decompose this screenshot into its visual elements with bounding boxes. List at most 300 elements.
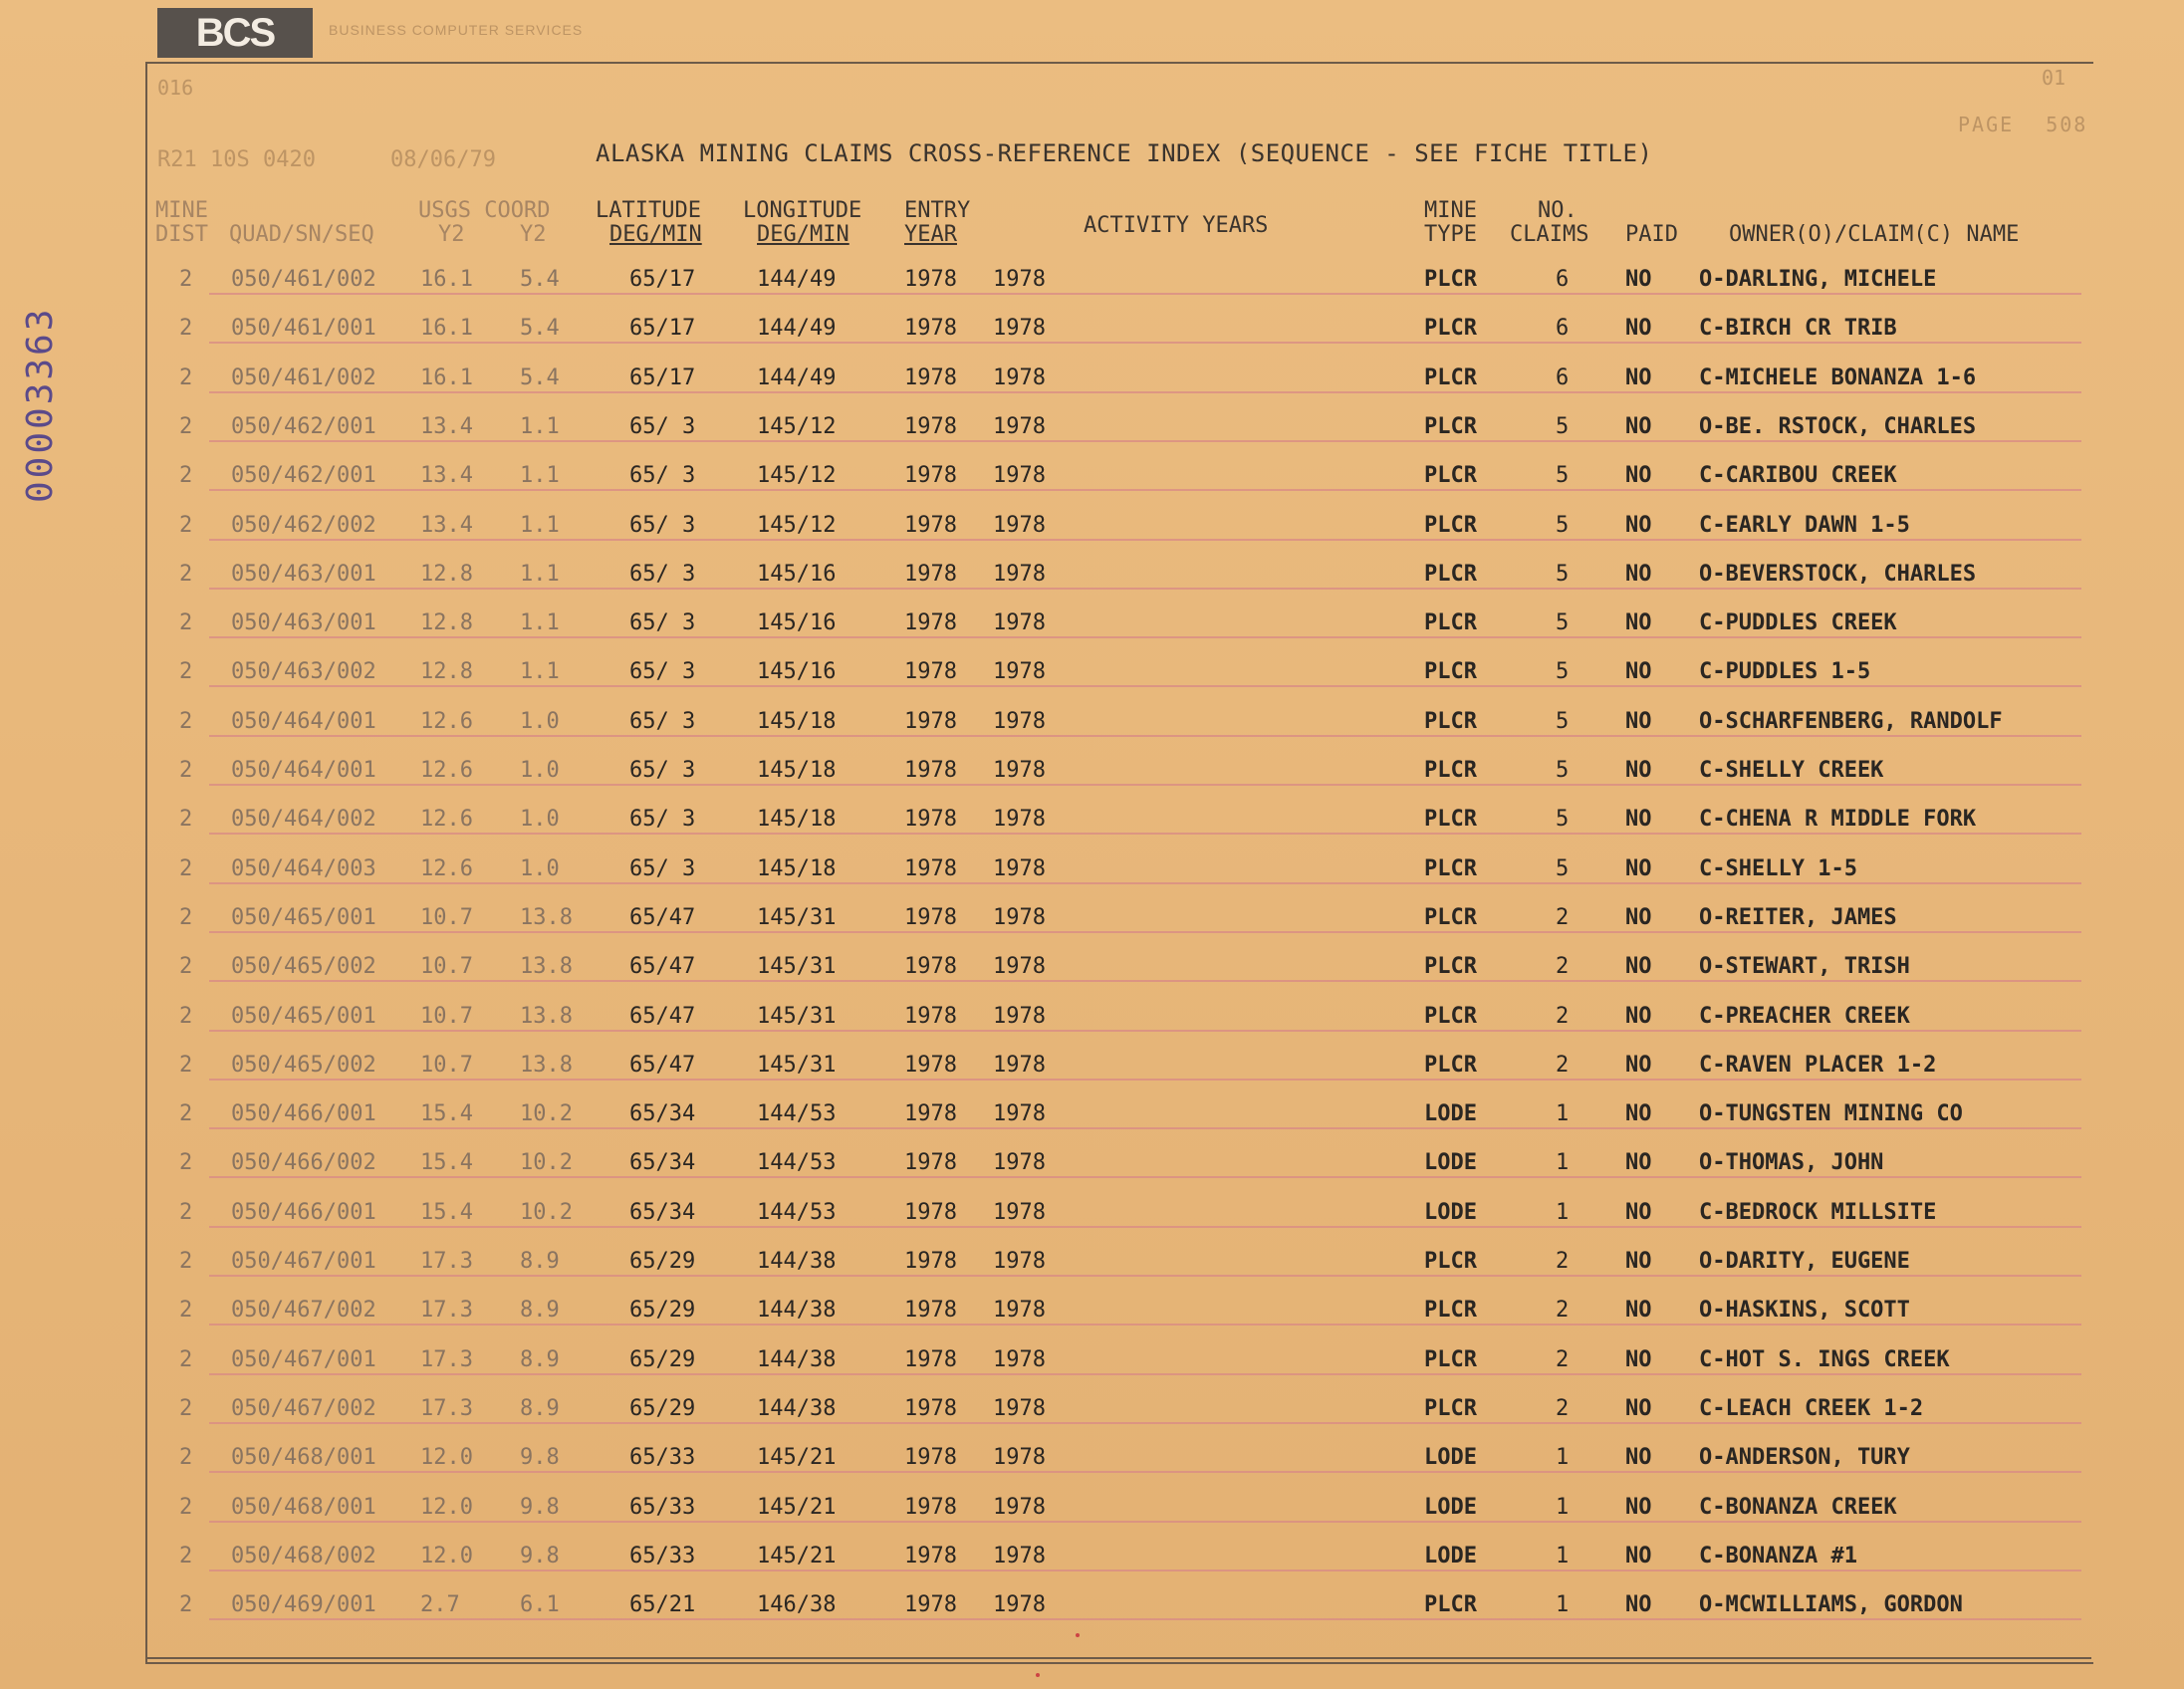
row-usgs-y: 1.0 xyxy=(520,855,560,881)
row-longitude: 145/31 xyxy=(757,1052,837,1078)
row-paid: NO xyxy=(1625,1346,1652,1372)
row-mine-type: PLCR xyxy=(1424,1249,1477,1274)
row-longitude: 145/16 xyxy=(757,659,837,685)
row-longitude: 145/31 xyxy=(757,1003,837,1029)
row-claims: 1 xyxy=(1556,1199,1570,1225)
row-latitude: 65/29 xyxy=(629,1346,696,1372)
col-activity-years: ACTIVITY YEARS xyxy=(1084,213,1269,238)
row-usgs-x: 13.4 xyxy=(420,512,473,538)
table-row xyxy=(0,1239,2184,1289)
row-latitude: 65/ 3 xyxy=(629,512,696,538)
row-longitude: 145/18 xyxy=(757,807,837,833)
row-entry-year: 1978 xyxy=(904,1346,957,1372)
row-activity-year: 1978 xyxy=(993,1346,1046,1372)
row-entry-year: 1978 xyxy=(904,1101,957,1127)
row-entry-year: 1978 xyxy=(904,267,957,292)
row-mine-dist: 2 xyxy=(179,1003,193,1029)
row-quad-sn-seq: 050/468/001 xyxy=(231,1494,376,1520)
row-usgs-x: 12.6 xyxy=(420,708,473,734)
row-entry-year: 1978 xyxy=(904,1395,957,1421)
row-claims: 1 xyxy=(1556,1592,1570,1618)
table-row xyxy=(0,1337,2184,1387)
row-usgs-y: 1.1 xyxy=(520,463,560,489)
row-activity-year: 1978 xyxy=(993,904,1046,930)
row-mine-dist: 2 xyxy=(179,1395,193,1421)
row-entry-year: 1978 xyxy=(904,855,957,881)
row-activity-year: 1978 xyxy=(993,413,1046,439)
row-rule-line xyxy=(209,1127,2081,1129)
row-latitude: 65/ 3 xyxy=(629,561,696,587)
row-claims: 2 xyxy=(1556,1346,1570,1372)
row-paid: NO xyxy=(1625,904,1652,930)
row-entry-year: 1978 xyxy=(904,758,957,783)
row-owner-claim-name: O-TUNGSTEN MINING CO xyxy=(1699,1101,1963,1127)
row-claims: 5 xyxy=(1556,610,1570,636)
table-row xyxy=(0,1043,2184,1092)
row-owner-claim-name: C-PUDDLES CREEK xyxy=(1699,610,1897,636)
report-code: R21 10S 0420 xyxy=(157,147,316,172)
table-row xyxy=(0,649,2184,699)
col-latitude-line1: LATITUDE xyxy=(596,198,701,223)
row-usgs-x: 15.4 xyxy=(420,1199,473,1225)
row-quad-sn-seq: 050/464/001 xyxy=(231,758,376,783)
row-paid: NO xyxy=(1625,1199,1652,1225)
col-mine-dist-line1: MINE xyxy=(155,198,208,223)
row-latitude: 65/33 xyxy=(629,1445,696,1471)
row-usgs-x: 12.8 xyxy=(420,610,473,636)
row-mine-type: LODE xyxy=(1424,1445,1477,1471)
row-entry-year: 1978 xyxy=(904,807,957,833)
row-entry-year: 1978 xyxy=(904,463,957,489)
row-quad-sn-seq: 050/465/001 xyxy=(231,904,376,930)
row-quad-sn-seq: 050/467/002 xyxy=(231,1395,376,1421)
col-claims-line1: NO. xyxy=(1538,198,1577,223)
row-owner-claim-name: O-DARLING, MICHELE xyxy=(1699,267,1937,292)
table-row xyxy=(0,1534,2184,1583)
row-activity-year: 1978 xyxy=(993,758,1046,783)
row-activity-year: 1978 xyxy=(993,855,1046,881)
row-quad-sn-seq: 050/462/001 xyxy=(231,413,376,439)
row-entry-year: 1978 xyxy=(904,1445,957,1471)
row-entry-year: 1978 xyxy=(904,708,957,734)
col-mine-dist-line2: DIST xyxy=(155,222,208,247)
row-longitude: 145/18 xyxy=(757,758,837,783)
row-activity-year: 1978 xyxy=(993,610,1046,636)
table-row xyxy=(0,1288,2184,1337)
row-longitude: 145/16 xyxy=(757,610,837,636)
row-activity-year: 1978 xyxy=(993,1543,1046,1568)
row-usgs-y: 9.8 xyxy=(520,1543,560,1568)
row-usgs-y: 1.1 xyxy=(520,659,560,685)
row-mine-dist: 2 xyxy=(179,807,193,833)
row-latitude: 65/21 xyxy=(629,1592,696,1618)
row-paid: NO xyxy=(1625,1395,1652,1421)
row-longitude: 145/12 xyxy=(757,463,837,489)
row-rule-line xyxy=(209,293,2081,295)
row-usgs-x: 13.4 xyxy=(420,413,473,439)
row-longitude: 144/38 xyxy=(757,1249,837,1274)
row-paid: NO xyxy=(1625,364,1652,390)
row-claims: 2 xyxy=(1556,1003,1570,1029)
row-usgs-x: 12.0 xyxy=(420,1445,473,1471)
row-usgs-x: 12.0 xyxy=(420,1494,473,1520)
row-latitude: 65/29 xyxy=(629,1249,696,1274)
row-entry-year: 1978 xyxy=(904,1592,957,1618)
row-mine-dist: 2 xyxy=(179,855,193,881)
row-latitude: 65/34 xyxy=(629,1101,696,1127)
report-date: 08/06/79 xyxy=(390,147,496,172)
row-longitude: 144/38 xyxy=(757,1298,837,1324)
row-entry-year: 1978 xyxy=(904,316,957,342)
table-row xyxy=(0,1091,2184,1141)
row-latitude: 65/ 3 xyxy=(629,659,696,685)
row-mine-type: LODE xyxy=(1424,1543,1477,1568)
row-activity-year: 1978 xyxy=(993,1199,1046,1225)
row-rule-line xyxy=(209,391,2081,393)
row-usgs-y: 5.4 xyxy=(520,364,560,390)
row-latitude: 65/ 3 xyxy=(629,758,696,783)
table-row xyxy=(0,797,2184,846)
row-longitude: 144/38 xyxy=(757,1346,837,1372)
row-owner-claim-name: O-THOMAS, JOHN xyxy=(1699,1150,1884,1176)
row-activity-year: 1978 xyxy=(993,1592,1046,1618)
row-owner-claim-name: C-SHELLY CREEK xyxy=(1699,758,1884,783)
row-paid: NO xyxy=(1625,610,1652,636)
row-owner-claim-name: C-RAVEN PLACER 1-2 xyxy=(1699,1052,1937,1078)
row-quad-sn-seq: 050/465/002 xyxy=(231,1052,376,1078)
row-mine-type: PLCR xyxy=(1424,512,1477,538)
row-mine-dist: 2 xyxy=(179,1543,193,1568)
row-claims: 1 xyxy=(1556,1101,1570,1127)
row-mine-dist: 2 xyxy=(179,758,193,783)
row-usgs-y: 8.9 xyxy=(520,1346,560,1372)
col-mine-type xyxy=(1424,199,1477,247)
row-paid: NO xyxy=(1625,1494,1652,1520)
row-mine-type: PLCR xyxy=(1424,904,1477,930)
row-claims: 6 xyxy=(1556,316,1570,342)
col-quad: QUAD/SN/SEQ xyxy=(229,222,374,247)
row-entry-year: 1978 xyxy=(904,1199,957,1225)
row-activity-year: 1978 xyxy=(993,1249,1046,1274)
row-rule-line xyxy=(209,931,2081,933)
row-owner-claim-name: O-MCWILLIAMS, GORDON xyxy=(1699,1592,1963,1618)
row-paid: NO xyxy=(1625,954,1652,980)
row-paid: NO xyxy=(1625,659,1652,685)
row-rule-line xyxy=(209,980,2081,982)
row-usgs-x: 10.7 xyxy=(420,1003,473,1029)
col-paid: PAID xyxy=(1625,222,1678,247)
row-rule-line xyxy=(209,1569,2081,1571)
row-paid: NO xyxy=(1625,1003,1652,1029)
row-owner-claim-name: O-SCHARFENBERG, RANDOLF xyxy=(1699,708,2003,734)
row-quad-sn-seq: 050/462/002 xyxy=(231,512,376,538)
row-usgs-x: 2.7 xyxy=(420,1592,460,1618)
row-usgs-x: 17.3 xyxy=(420,1249,473,1274)
row-longitude: 145/12 xyxy=(757,413,837,439)
row-claims: 2 xyxy=(1556,954,1570,980)
row-latitude: 65/33 xyxy=(629,1494,696,1520)
row-quad-sn-seq: 050/461/001 xyxy=(231,316,376,342)
row-owner-claim-name: C-CHENA R MIDDLE FORK xyxy=(1699,807,1977,833)
row-mine-dist: 2 xyxy=(179,708,193,734)
row-longitude: 144/53 xyxy=(757,1199,837,1225)
row-activity-year: 1978 xyxy=(993,1101,1046,1127)
row-mine-dist: 2 xyxy=(179,610,193,636)
row-mine-type: PLCR xyxy=(1424,267,1477,292)
row-rule-line xyxy=(209,735,2081,737)
row-mine-type: PLCR xyxy=(1424,561,1477,587)
row-activity-year: 1978 xyxy=(993,267,1046,292)
row-usgs-x: 10.7 xyxy=(420,1052,473,1078)
row-longitude: 145/21 xyxy=(757,1494,837,1520)
row-mine-dist: 2 xyxy=(179,1298,193,1324)
row-entry-year: 1978 xyxy=(904,1150,957,1176)
row-activity-year: 1978 xyxy=(993,512,1046,538)
row-rule-line xyxy=(209,489,2081,491)
row-claims: 6 xyxy=(1556,267,1570,292)
row-usgs-y: 9.8 xyxy=(520,1494,560,1520)
row-mine-type: PLCR xyxy=(1424,659,1477,685)
page-label xyxy=(1958,113,2087,136)
row-latitude: 65/ 3 xyxy=(629,463,696,489)
row-quad-sn-seq: 050/464/003 xyxy=(231,855,376,881)
row-activity-year: 1978 xyxy=(993,1150,1046,1176)
row-rule-line xyxy=(209,588,2081,590)
row-rule-line xyxy=(209,539,2081,541)
row-claims: 5 xyxy=(1556,855,1570,881)
row-usgs-y: 8.9 xyxy=(520,1298,560,1324)
row-mine-dist: 2 xyxy=(179,904,193,930)
row-claims: 5 xyxy=(1556,463,1570,489)
row-latitude: 65/47 xyxy=(629,1052,696,1078)
row-usgs-y: 13.8 xyxy=(520,1003,573,1029)
row-usgs-x: 16.1 xyxy=(420,316,473,342)
row-claims: 2 xyxy=(1556,1395,1570,1421)
row-mine-dist: 2 xyxy=(179,1592,193,1618)
row-longitude: 145/16 xyxy=(757,561,837,587)
row-paid: NO xyxy=(1625,708,1652,734)
col-mine-type-line2: TYPE xyxy=(1424,222,1477,247)
col-claims-line2: CLAIMS xyxy=(1510,222,1589,247)
row-owner-claim-name: C-LEACH CREEK 1-2 xyxy=(1699,1395,1924,1421)
row-activity-year: 1978 xyxy=(993,1298,1046,1324)
row-claims: 5 xyxy=(1556,512,1570,538)
row-mine-type: PLCR xyxy=(1424,1346,1477,1372)
row-usgs-y: 10.2 xyxy=(520,1101,573,1127)
row-mine-dist: 2 xyxy=(179,561,193,587)
row-claims: 1 xyxy=(1556,1543,1570,1568)
row-usgs-y: 1.0 xyxy=(520,807,560,833)
table-row xyxy=(0,1485,2184,1535)
table-row xyxy=(0,846,2184,896)
row-paid: NO xyxy=(1625,316,1652,342)
row-mine-type: PLCR xyxy=(1424,855,1477,881)
row-usgs-y: 6.1 xyxy=(520,1592,560,1618)
row-usgs-y: 1.0 xyxy=(520,758,560,783)
row-claims: 2 xyxy=(1556,1052,1570,1078)
row-quad-sn-seq: 050/467/002 xyxy=(231,1298,376,1324)
row-usgs-y: 1.1 xyxy=(520,413,560,439)
row-claims: 6 xyxy=(1556,364,1570,390)
table-row xyxy=(0,699,2184,749)
row-latitude: 65/47 xyxy=(629,904,696,930)
row-owner-claim-name: O-DARITY, EUGENE xyxy=(1699,1249,1910,1274)
row-latitude: 65/34 xyxy=(629,1150,696,1176)
row-usgs-x: 10.7 xyxy=(420,904,473,930)
row-latitude: 65/ 3 xyxy=(629,413,696,439)
row-latitude: 65/ 3 xyxy=(629,855,696,881)
row-entry-year: 1978 xyxy=(904,1249,957,1274)
ink-speck xyxy=(1036,1673,1040,1677)
row-mine-type: PLCR xyxy=(1424,364,1477,390)
row-activity-year: 1978 xyxy=(993,463,1046,489)
row-rule-line xyxy=(209,1030,2081,1032)
side-stamp-number: 00003363 xyxy=(20,306,61,503)
row-longitude: 146/38 xyxy=(757,1592,837,1618)
row-longitude: 145/31 xyxy=(757,904,837,930)
row-usgs-x: 15.4 xyxy=(420,1101,473,1127)
row-activity-year: 1978 xyxy=(993,807,1046,833)
row-owner-claim-name: C-PUDDLES 1-5 xyxy=(1699,659,1871,685)
row-entry-year: 1978 xyxy=(904,364,957,390)
row-usgs-y: 5.4 xyxy=(520,316,560,342)
row-mine-type: PLCR xyxy=(1424,463,1477,489)
row-longitude: 144/53 xyxy=(757,1101,837,1127)
row-latitude: 65/47 xyxy=(629,1003,696,1029)
row-paid: NO xyxy=(1625,1249,1652,1274)
row-mine-dist: 2 xyxy=(179,1346,193,1372)
row-owner-claim-name: C-HOT S. INGS CREEK xyxy=(1699,1346,1950,1372)
row-owner-claim-name: O-ANDERSON, TURY xyxy=(1699,1445,1910,1471)
col-usgs: USGS COORD xyxy=(418,198,551,223)
row-usgs-x: 12.6 xyxy=(420,855,473,881)
row-usgs-y: 13.8 xyxy=(520,954,573,980)
table-row xyxy=(0,306,2184,356)
corner-code-left: 016 xyxy=(157,76,194,100)
row-quad-sn-seq: 050/467/001 xyxy=(231,1346,376,1372)
row-usgs-y: 8.9 xyxy=(520,1395,560,1421)
row-latitude: 65/ 3 xyxy=(629,708,696,734)
row-quad-sn-seq: 050/467/001 xyxy=(231,1249,376,1274)
row-mine-type: LODE xyxy=(1424,1150,1477,1176)
row-mine-type: PLCR xyxy=(1424,1003,1477,1029)
row-longitude: 145/12 xyxy=(757,512,837,538)
table-row xyxy=(0,503,2184,553)
row-usgs-y: 9.8 xyxy=(520,1445,560,1471)
row-entry-year: 1978 xyxy=(904,904,957,930)
row-entry-year: 1978 xyxy=(904,1003,957,1029)
row-mine-dist: 2 xyxy=(179,1199,193,1225)
row-rule-line xyxy=(209,784,2081,786)
row-rule-line xyxy=(209,685,2081,687)
row-quad-sn-seq: 050/464/002 xyxy=(231,807,376,833)
col-owner-claim-name: OWNER(O)/CLAIM(C) NAME xyxy=(1729,222,2020,247)
table-row xyxy=(0,994,2184,1044)
row-usgs-y: 10.2 xyxy=(520,1199,573,1225)
row-quad-sn-seq: 050/465/001 xyxy=(231,1003,376,1029)
row-owner-claim-name: O-BE. RSTOCK, CHARLES xyxy=(1699,413,1977,439)
row-activity-year: 1978 xyxy=(993,659,1046,685)
logo-subtitle: BUSINESS COMPUTER SERVICES xyxy=(329,22,584,38)
row-activity-year: 1978 xyxy=(993,561,1046,587)
row-rule-line xyxy=(209,1422,2081,1424)
row-quad-sn-seq: 050/468/001 xyxy=(231,1445,376,1471)
table-row xyxy=(0,1190,2184,1240)
row-mine-type: PLCR xyxy=(1424,758,1477,783)
row-entry-year: 1978 xyxy=(904,1494,957,1520)
row-quad-sn-seq: 050/461/002 xyxy=(231,364,376,390)
row-owner-claim-name: O-BEVERSTOCK, CHARLES xyxy=(1699,561,1977,587)
row-usgs-x: 15.4 xyxy=(420,1150,473,1176)
row-activity-year: 1978 xyxy=(993,954,1046,980)
ink-speck xyxy=(1076,1633,1080,1637)
row-usgs-y: 8.9 xyxy=(520,1249,560,1274)
row-usgs-y: 13.8 xyxy=(520,904,573,930)
row-paid: NO xyxy=(1625,1150,1652,1176)
col-latitude-line2: DEG/MIN xyxy=(609,222,702,247)
row-mine-dist: 2 xyxy=(179,316,193,342)
row-entry-year: 1978 xyxy=(904,1298,957,1324)
table-row xyxy=(0,404,2184,454)
row-rule-line xyxy=(209,1079,2081,1081)
row-owner-claim-name: C-BONANZA CREEK xyxy=(1699,1494,1897,1520)
row-longitude: 144/49 xyxy=(757,316,837,342)
col-y2b: Y2 xyxy=(520,222,547,247)
row-usgs-x: 12.0 xyxy=(420,1543,473,1568)
row-longitude: 145/18 xyxy=(757,855,837,881)
row-mine-dist: 2 xyxy=(179,1101,193,1127)
row-entry-year: 1978 xyxy=(904,954,957,980)
row-entry-year: 1978 xyxy=(904,512,957,538)
corner-code-right: 01 xyxy=(2042,66,2066,90)
row-quad-sn-seq: 050/466/002 xyxy=(231,1150,376,1176)
row-mine-type: LODE xyxy=(1424,1199,1477,1225)
row-claims: 2 xyxy=(1556,1249,1570,1274)
row-paid: NO xyxy=(1625,758,1652,783)
row-paid: NO xyxy=(1625,1052,1652,1078)
col-longitude-line2: DEG/MIN xyxy=(757,222,849,247)
row-longitude: 145/18 xyxy=(757,708,837,734)
row-latitude: 65/17 xyxy=(629,364,696,390)
row-claims: 5 xyxy=(1556,807,1570,833)
row-paid: NO xyxy=(1625,1101,1652,1127)
row-usgs-x: 10.7 xyxy=(420,954,473,980)
row-owner-claim-name: C-MICHELE BONANZA 1-6 xyxy=(1699,364,1977,390)
row-usgs-x: 12.8 xyxy=(420,561,473,587)
row-longitude: 144/49 xyxy=(757,364,837,390)
row-rule-line xyxy=(209,636,2081,638)
table-row xyxy=(0,552,2184,602)
row-claims: 5 xyxy=(1556,659,1570,685)
bcs-logo: BCS xyxy=(157,8,313,58)
row-activity-year: 1978 xyxy=(993,1395,1046,1421)
row-rule-line xyxy=(209,1324,2081,1326)
row-rule-line xyxy=(209,882,2081,884)
col-entry-line1: ENTRY xyxy=(904,198,971,223)
row-usgs-y: 1.1 xyxy=(520,610,560,636)
table-row xyxy=(0,1435,2184,1485)
row-usgs-x: 12.8 xyxy=(420,659,473,685)
table-row xyxy=(0,748,2184,798)
row-mine-dist: 2 xyxy=(179,1249,193,1274)
row-activity-year: 1978 xyxy=(993,1003,1046,1029)
row-rule-line xyxy=(209,833,2081,835)
row-entry-year: 1978 xyxy=(904,1543,957,1568)
row-usgs-x: 12.6 xyxy=(420,807,473,833)
row-longitude: 144/53 xyxy=(757,1150,837,1176)
row-owner-claim-name: C-BIRCH CR TRIB xyxy=(1699,316,1897,342)
row-mine-type: LODE xyxy=(1424,1494,1477,1520)
